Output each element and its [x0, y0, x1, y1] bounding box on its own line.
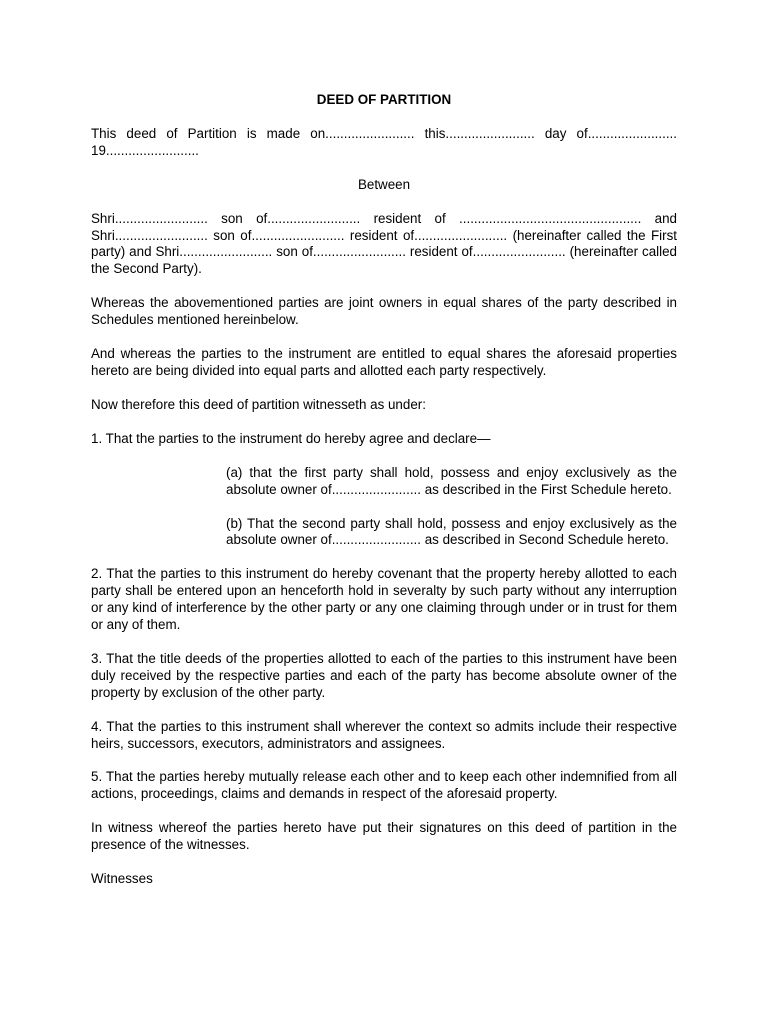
clause-5: 5. That the parties hereby mutually release each other and to keep each other indemnified from all actions, proceedings, claims and demands in respect of the aforesaid property. [91, 769, 677, 802]
whereas-paragraph-2: And whereas the parties to the instrument are entitled to equal shares the aforesaid properties hereto are being divided into equal parts and allotted each party respectively. [91, 346, 677, 378]
witnesses-label: Witnesses [91, 871, 153, 887]
between-heading: Between [357, 176, 411, 192]
clause-4: 4. That the parties to this instrument shall wherever the context so admits include their respective heirs, successors, executors, administrators and assignees. [91, 718, 677, 751]
clause-2: 2. That the parties to this instrument do hereby covenant that the property hereby allotted to each party shall be entered upon an henceforth hold in severalty by such party without any interruption or any kind of interference by the other party or any one claiming through under or in trust for them or any of them. [91, 566, 677, 633]
intro-paragraph: This deed of Partition is made on........................ this........................ day of........................ 19......................... [91, 125, 677, 158]
parties-paragraph: Shri......................... son of......................... resident of ................................................. and Shri......................... son of......................... resident of......................... (hereinafter called the First party) and Shri......................... son of......................... resident of......................... (hereinafter called the Second Party). [91, 210, 677, 277]
document-title: DEED OF PARTITION [316, 92, 452, 107]
clause-1: 1. That the parties to the instrument do hereby agree and declare— [91, 430, 491, 446]
witness-clause: In witness whereof the parties hereto have put their signatures on this deed of partition in the presence of the witnesses. [91, 820, 677, 853]
document-body [91, 92, 677, 905]
now-therefore-paragraph: Now therefore this deed of partition witnesseth as under: [91, 396, 426, 412]
clause-3: 3. That the title deeds of the properties allotted to each of the parties to this instrument have been duly received by the respective parties and each of the party has become absolute owner of the property by exclusion of the other party. [91, 650, 677, 700]
whereas-paragraph-1: Whereas the abovementioned parties are joint owners in equal shares of the party described in Schedules mentioned hereinbelow. [91, 295, 677, 328]
clause-1a: (a) that the first party shall hold, possess and enjoy exclusively as the absolute owner of........................ as described in the First Schedule hereto. [226, 464, 677, 497]
clause-1b: (b) That the second party shall hold, possess and enjoy exclusively as the absolute owner of........................ as described in Second Schedule hereto. [226, 515, 677, 548]
